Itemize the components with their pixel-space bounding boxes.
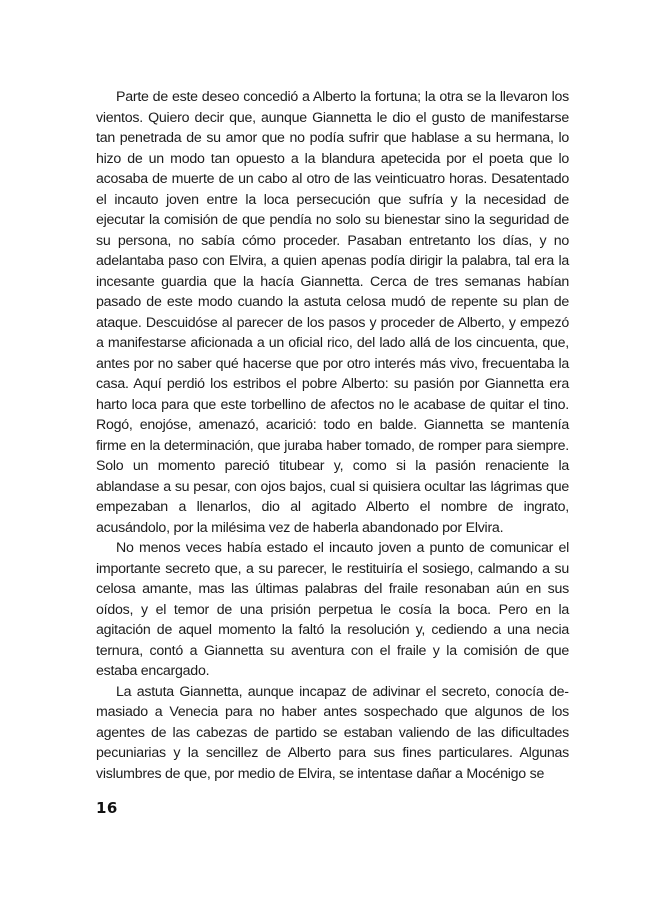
paragraph-3: La astuta Giannetta, aunque incapaz de adivinar el secreto, conocía demasiado a Venecia para no haber antes sospechado que algunos de los agentes de las cabezas de partido se estaban valiendo de las dificultades pecuniarias y la sencillez de Alberto para sus fines particulares. Algunas vislumbres de que, por medio de Elvira, se intentase dañar a Mocénigo se (96, 683, 569, 782)
paragraph-1: Parte de este deseo concedió a Alberto la fortuna; la otra se la llevaron los vientos. Quiero decir que, aunque Giannetta le dio el gusto de manifestarse tan penetrada de su amor que no podía sufrir que hablase a su hermana, lo hizo de un modo tan opuesto a la blandura apetecida por el poeta que lo acosaba de muerte de un cabo al otro de las veinticuatro horas. Desatentado el incauto joven entre la loca persecución que sufría y la necesidad de ejecutar la comisión de que pendía no solo su bienestar sino la seguridad de su persona, no sabía cómo proceder. Pasaban entretanto los días, y no adelantaba paso con Elvira, a quien apenas podía dirigir la palabra, tal era la incesante guardia que la hacía Giannetta. Cerca de tres semanas habían pasado de este modo cuando la astuta celosa mudó de repente su plan de ataque. Descuidóse al parecer de los pasos y proceder de Alberto, y empezó a manifestarse aficionada a un oficial rico, del lado allá de los cincuenta, que, antes por no saber qué hacerse que por otro interés más vivo, frecuentaba la casa. Aquí perdió los estribos el pobre Alberto: su pasión por Giannetta era harto loca para que este torbellino de afectos no le acabase de quitar el tino. Rogó, enojóse, amenazó, acarició: todo en balde. Giannetta se mantenía firme en la determinación, que juraba haber tomado, de romper para siempre. Solo un momento pareció titubear y, como si la pasión renaciente la ablandase a su pesar, con ojos bajos, cual si quisiera ocultar las lágrimas que empezaban a llenarlos, dio al agitado Alberto el nombre de ingrato, acusándolo, por la milésima vez de haberla abandonado por Elvira. (96, 89, 569, 536)
body-text (96, 87, 569, 784)
page-number: 16 (96, 799, 118, 817)
paragraph-2: No menos veces había estado el incauto joven a punto de comunicar el importante secreto que, a su parecer, le restituiría el sosiego, calmando a su celosa amante, mas las últimas palabras del fraile resonaban aún en sus oídos, y el temor de una prisión perpetua le cosía la boca. Pero en la agitación de aquel momento la faltó la resolución y, cediendo a una necia ternura, contó a Giannetta su aventura con el fraile y la comisión de que estaba encargado. (96, 540, 569, 679)
